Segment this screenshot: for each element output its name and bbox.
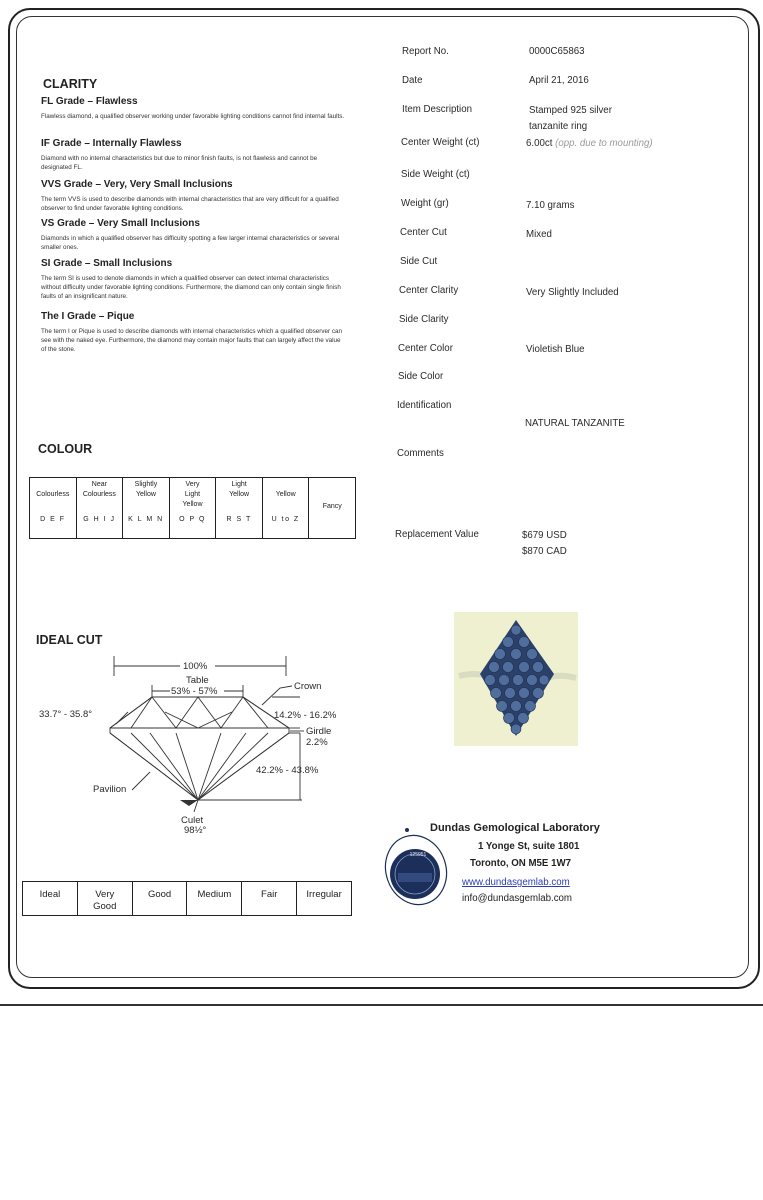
center-weight-label: Center Weight (ct) bbox=[401, 137, 480, 148]
clarity-grade-desc: Flawless diamond, a qualified observer working under favorable lighting conditions cannot find internal faults. bbox=[41, 113, 345, 120]
date-label: Date bbox=[402, 75, 423, 86]
lab-email[interactable]: info@dundasgemlab.com bbox=[462, 893, 573, 904]
colour-cell-code: O P Q bbox=[179, 516, 206, 523]
side-cut-label: Side Cut bbox=[400, 256, 438, 267]
cut-grade-table bbox=[22, 881, 352, 916]
item-description-value: tanzanite ring bbox=[529, 121, 588, 132]
identification-label: Identification bbox=[397, 400, 452, 411]
diagram-pavilion-label: Pavilion bbox=[93, 784, 127, 795]
date-value: April 21, 2016 bbox=[529, 75, 589, 86]
diagram-girdle-pct: 2.2% bbox=[306, 737, 328, 748]
diagram-pavilion-depth: 42.2% - 43.8% bbox=[256, 765, 319, 776]
center-clarity-value: Very Slightly Included bbox=[526, 287, 619, 298]
colour-cell-name: Fancy bbox=[322, 503, 342, 510]
diagram-table-label: Table bbox=[186, 675, 209, 686]
clarity-title: CLARITY bbox=[43, 77, 98, 91]
report-number-value: 0000C65863 bbox=[529, 46, 585, 57]
lab-seal-number: 125951 bbox=[409, 852, 427, 858]
identification-value: NATURAL TANZANITE bbox=[525, 418, 625, 429]
diagram-total-label: 100% bbox=[183, 661, 208, 672]
colour-cell-name: Yellow bbox=[182, 501, 203, 508]
center-weight-number: 6.00ct bbox=[526, 138, 553, 149]
diagram-girdle-label: Girdle bbox=[306, 726, 332, 737]
colour-cell-code: D E F bbox=[40, 516, 66, 523]
colour-cell-name: Very bbox=[185, 481, 200, 488]
center-color-value: Violetish Blue bbox=[526, 344, 585, 355]
cut-grade-cell bbox=[133, 882, 188, 915]
ring-photo bbox=[454, 612, 578, 746]
diagram-table-range: 53% - 57% bbox=[171, 686, 218, 697]
colour-cell-name: Yellow bbox=[135, 491, 156, 498]
ideal-cut-title: IDEAL CUT bbox=[36, 633, 103, 647]
colour-cell-name: Yellow bbox=[229, 491, 250, 498]
colour-cell-name: Light bbox=[231, 481, 247, 488]
colour-title: COLOUR bbox=[38, 442, 93, 456]
cut-grade-cell bbox=[78, 882, 133, 915]
clarity-grade-desc: The term SI is used to denote diamonds in which a qualified observer can detect internal characteristics without difficulty under favorable lighting conditions. Furthermore, the diamond can only contain single finish faults of an insignificant nature. bbox=[41, 275, 341, 300]
lab-website-link[interactable]: www.dundasgemlab.com bbox=[462, 877, 570, 888]
item-description-value: Stamped 925 silver bbox=[529, 105, 612, 116]
clarity-grade-desc: Diamonds in which a qualified observer has difficulty spotting a few larger internal characteristics or several smaller ones. bbox=[41, 235, 340, 251]
colour-cell-code: U to Z bbox=[271, 516, 300, 523]
comments-label: Comments bbox=[397, 448, 444, 459]
clarity-grade-heading: VVS Grade – Very, Very Small Inclusions bbox=[41, 179, 233, 190]
lab-address-line1: 1 Yonge St, suite 1801 bbox=[478, 841, 580, 852]
colour-cell-code: K L M N bbox=[128, 516, 164, 523]
cut-grade-label: Fair bbox=[261, 889, 278, 900]
clarity-grade-desc: The term I or Pique is used to describe diamonds with internal characteristics which a qualified observer can see with the naked eye. Furthermore, the diamond may contain major faults that can largely affect the value of the stone. bbox=[41, 328, 342, 353]
cut-grade-cell bbox=[187, 882, 242, 915]
cut-grade-label: Good bbox=[147, 889, 172, 900]
center-cut-label: Center Cut bbox=[400, 227, 447, 238]
cut-grade-label: Irregular bbox=[306, 889, 342, 900]
page-divider bbox=[0, 1004, 763, 1006]
colour-cell-name: Slightly bbox=[134, 481, 158, 488]
clarity-grade-heading: SI Grade – Small Inclusions bbox=[41, 258, 173, 269]
weight-grams-value: 7.10 grams bbox=[526, 200, 575, 211]
center-color-label: Center Color bbox=[398, 343, 453, 354]
clarity-grade-heading: IF Grade – Internally Flawless bbox=[41, 138, 182, 149]
colour-cell-code: R S T bbox=[226, 516, 252, 523]
diagram-crown-label: Crown bbox=[294, 681, 322, 692]
side-clarity-label: Side Clarity bbox=[399, 314, 449, 325]
clarity-grade-heading: VS Grade – Very Small Inclusions bbox=[41, 218, 200, 229]
diagram-culet-angle: 98½° bbox=[184, 825, 207, 836]
colour-cell-name: Colourless bbox=[36, 491, 70, 498]
cut-grade-cell bbox=[297, 882, 351, 915]
colour-cell-name: Yellow bbox=[275, 491, 296, 498]
side-color-label: Side Color bbox=[398, 371, 444, 382]
ring-photo-image bbox=[454, 612, 578, 746]
lab-address-line2: Toronto, ON M5E 1W7 bbox=[470, 858, 571, 869]
colour-cell-name: Near bbox=[91, 481, 107, 488]
replacement-value-label: Replacement Value bbox=[395, 529, 479, 540]
report-number-label: Report No. bbox=[402, 46, 449, 57]
lab-seal-logo bbox=[382, 822, 448, 910]
center-clarity-label: Center Clarity bbox=[399, 285, 459, 296]
cut-grade-label: Ideal bbox=[39, 889, 61, 900]
culet-arrow-icon bbox=[180, 800, 198, 806]
replacement-value-usd: $679 USD bbox=[522, 530, 567, 541]
center-cut-value: Mixed bbox=[526, 229, 552, 240]
clarity-grade-desc: The term VVS is used to describe diamonds with internal characteristics that are very difficult for a qualified observer to find under favorable lighting conditions. bbox=[41, 196, 339, 212]
cut-grade-cell bbox=[23, 882, 78, 915]
diagram-crown-height: 14.2% - 16.2% bbox=[274, 710, 337, 721]
cut-grade-label: Very bbox=[95, 889, 115, 900]
center-weight-value bbox=[526, 138, 653, 149]
diagram-culet-label: Culet bbox=[181, 815, 204, 826]
colour-cell-name: Colourless bbox=[82, 491, 116, 498]
side-weight-label: Side Weight (ct) bbox=[401, 169, 470, 180]
colour-cell-code: G H I J bbox=[83, 516, 116, 523]
clarity-grade-heading: FL Grade – Flawless bbox=[41, 96, 138, 107]
weight-grams-label: Weight (gr) bbox=[401, 198, 449, 209]
cut-grade-label: Good bbox=[93, 901, 117, 912]
clarity-grade-heading: The I Grade – Pique bbox=[41, 311, 135, 322]
clarity-grade-desc: Diamond with no internal characteristics but due to minor finish faults, is not flawless and cannot be designated FL. bbox=[41, 155, 318, 171]
diagram-crown-angle: 33.7° - 35.8° bbox=[39, 709, 93, 720]
lab-name: Dundas Gemological Laboratory bbox=[430, 822, 600, 834]
colour-cell-name: Light bbox=[184, 491, 201, 498]
center-weight-note: (opp. due to mounting) bbox=[555, 138, 653, 149]
replacement-value-cad: $870 CAD bbox=[522, 546, 567, 557]
item-description-label: Item Description bbox=[402, 104, 472, 115]
cut-grade-label: Medium bbox=[197, 889, 232, 900]
cut-grade-cell bbox=[242, 882, 297, 915]
